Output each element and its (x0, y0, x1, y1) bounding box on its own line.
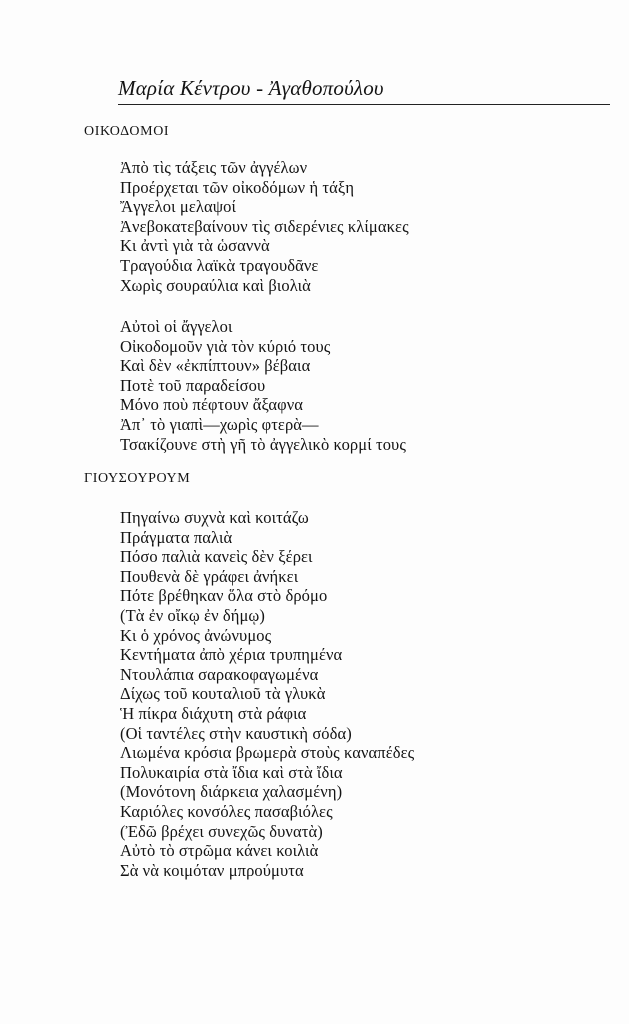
poem-line: Μόνο ποὺ πέφτουν ἄξαφνα (120, 395, 304, 415)
poem-line: Πηγαίνω συχνὰ καὶ κοιτάζω (120, 508, 309, 527)
poem-line: Σὰ νὰ κοιμόταν μπρούμυτα (120, 860, 304, 880)
poem-line: Ποτὲ τοῦ παραδείσου (120, 375, 266, 395)
poem-line: Χωρὶς σουραύλια καὶ βιολιὰ (120, 275, 311, 295)
author-name: Μαρία Κέντρου - Ἀγαθοπούλου (118, 76, 384, 100)
poem-line: Οἰκοδομοῦν γιὰ τὸν κύριό τους (120, 336, 331, 356)
poem-line: Πολυκαιρία στὰ ἴδια καὶ στὰ ἴδια (120, 762, 343, 782)
poem-line: Πότε βρέθηκαν ὅλα στὸ δρόμο (120, 586, 328, 606)
poem-line: Προέρχεται τῶν οἰκοδόμων ἡ τάξη (120, 177, 355, 197)
poem-line: Ντουλάπια σαρακοφαγωμένα (120, 664, 319, 684)
poem-line: Ἀνεβοκατεβαίνουν τὶς σιδερένιες κλίμακες (120, 216, 409, 236)
poem-line: Λιωμένα κρόσια βρωμερὰ στοὺς καναπέδες (120, 743, 415, 763)
poem-line: Αὐτοὶ οἱ ἄγγελοι (120, 317, 233, 336)
poem-line: (Οἱ ταντέλες στὴν καυστικὴ σόδα) (120, 723, 352, 743)
poem-line: Δίχως τοῦ κουταλιοῦ τὰ γλυκὰ (120, 684, 326, 704)
poem-line: Τραγούδια λαϊκὰ τραγουδᾶνε (120, 255, 319, 275)
poem-line: Καὶ δὲν «ἐκπίπτουν» βέβαια (120, 356, 311, 376)
poem-line: Ἄγγελοι μελαψοί (120, 197, 237, 217)
poem-line: Τσακίζουνε στὴ γῆ τὸ ἀγγελικὸ κορμί τους (120, 434, 406, 454)
poem-1-stanza-2 (120, 317, 406, 454)
poem-line: Ἀπὸ τὶς τάξεις τῶν ἀγγέλων (120, 158, 308, 177)
poem-title-oikodomoi: ΟΙΚΟΔΟΜΟΙ (84, 124, 170, 139)
poem-line: (Τὰ ἐν οἴκῳ ἐν δήμῳ) (120, 605, 265, 625)
poem-line: Κεντήματα ἀπὸ χέρια τρυπημένα (120, 645, 343, 665)
running-header (118, 76, 610, 105)
poem-title-giousouroum: ΓΙΟΥΣΟΥΡΟΥΜ (84, 471, 191, 486)
poem-line: Κι ὁ χρόνος ἀνώνυμος (120, 625, 272, 645)
poem-line: Ἀπ᾿ τὸ γιαπὶ—χωρὶς φτερὰ— (120, 414, 319, 434)
poem-line: Κι ἀντὶ γιὰ τὰ ὡσαννὰ (120, 236, 270, 256)
poem-line: Πόσο παλιὰ κανεὶς δὲν ξέρει (120, 547, 313, 567)
poem-line: Ἡ πίκρα διάχυτη στὰ ράφια (120, 703, 307, 723)
poem-line: Καριόλες κονσόλες πασαβιόλες (120, 801, 333, 821)
poem-line: (Ἐδῶ βρέχει συνεχῶς δυνατὰ) (120, 821, 323, 841)
poem-line: Πουθενὰ δὲ γράφει ἀνήκει (120, 566, 299, 586)
poem-1-stanza-1 (120, 158, 409, 295)
poem-2-stanza-1 (120, 508, 414, 880)
poem-line: Πράγματα παλιὰ (120, 527, 233, 547)
poem-line: Αὐτὸ τὸ στρῶμα κάνει κοιλιὰ (120, 841, 319, 861)
poem-line: (Μονότονη διάρκεια χαλασμένη) (120, 782, 343, 802)
